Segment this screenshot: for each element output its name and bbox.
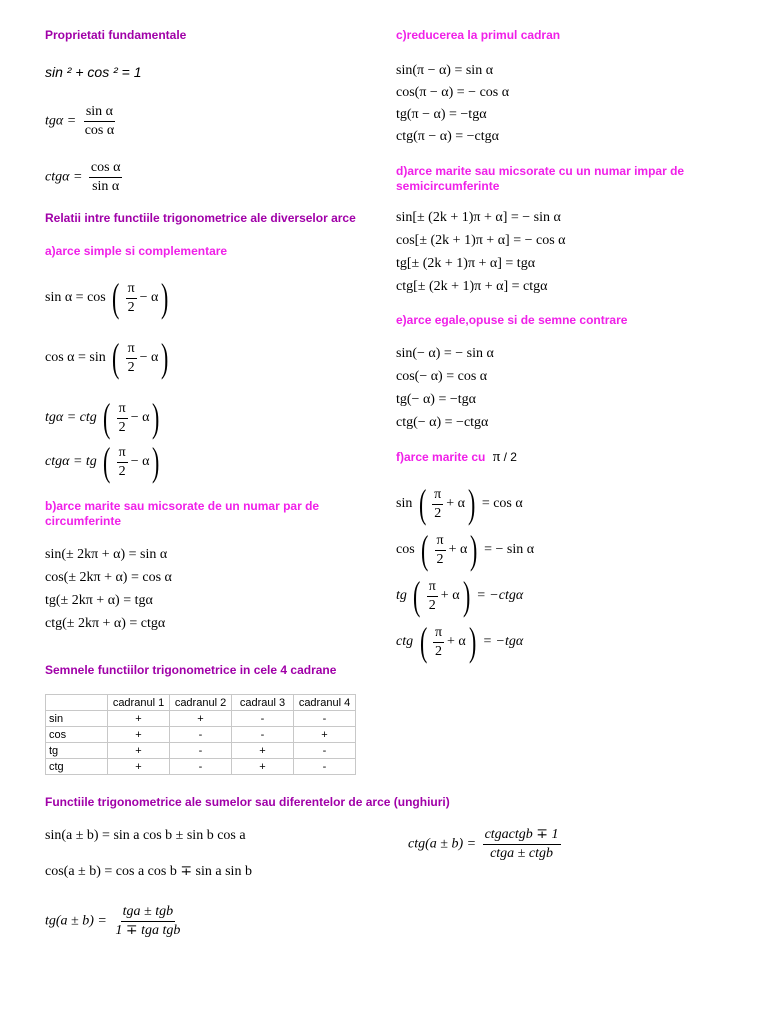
formula-c-tg: tg(π − α) = −tgα — [396, 107, 487, 122]
formula-b-tg: tg(± 2kπ + α) = tgα — [45, 593, 153, 608]
table-header-cell: cadranul 2 — [170, 695, 232, 711]
heading-sums: Functiile trigonometrice ale sumelor sau diferentelor de arce (unghiuri) — [45, 795, 450, 809]
table-cell: + — [170, 711, 232, 727]
table-cell: - — [170, 759, 232, 775]
table-cell: sin — [46, 711, 108, 727]
table-header-cell: cadranul 1 — [108, 695, 170, 711]
table-row — [46, 759, 356, 775]
formula-e-cos: cos(− α) = cos α — [396, 369, 488, 384]
formula-sum-sin: sin(a ± b) = sin a cos b ± sin b cos a — [45, 828, 246, 843]
formula-f-2: cos ( $\frac{\pi}{2}$ + α ) = − sin α — [396, 527, 535, 572]
table-cell: - — [170, 727, 232, 743]
formula-sum-ctg: ctg(a ± b) = $\frac{\text{ctgactgb ∓ 1}}{\text{ctga ± ctgb}}$ — [408, 827, 559, 861]
heading-fundamental: Proprietati fundamentale — [45, 28, 187, 42]
table-row — [46, 727, 356, 743]
table-header-row — [46, 695, 356, 711]
formula-c-ctg: ctg(π − α) = −ctgα — [396, 129, 499, 144]
formula-a-3: tgα = ctg ( $\frac{\pi}{2}$ − α ) — [45, 395, 160, 440]
formula-b-sin: sin(± 2kπ + α) = sin α — [45, 547, 168, 562]
heading-relations: Relatii intre functiile trigonometrice ale diverselor arce — [45, 211, 356, 225]
table-row — [46, 711, 356, 727]
formula-e-sin: sin(− α) = − sin α — [396, 346, 494, 361]
formula-sum-tg: tg(a ± b) = $\frac{\text{tga ± tgb}}{\text{1 ∓ tga tgb}}$ — [45, 904, 181, 938]
table-cell: - — [294, 759, 356, 775]
formula-tg-definition: tgα = $\frac{\text{sin α}}{\text{cos α}}$ — [45, 104, 115, 138]
formula-b-ctg: ctg(± 2kπ + α) = ctgα — [45, 616, 166, 631]
formula-c-sin: sin(π − α) = sin α — [396, 63, 494, 78]
formula-a-2: cos α = sin ( $\frac{\pi}{2}$ − α ) — [45, 335, 169, 380]
heading-section-d: d)arce marite sau micsorate cu un numar impar de semicircumferinte — [396, 164, 685, 193]
heading-section-c: c)reducerea la primul cadran — [396, 28, 561, 42]
table-cell: + — [108, 727, 170, 743]
formula-d-cos: cos[± (2k + 1)π + α] = − cos α — [396, 233, 566, 248]
heading-section-f — [396, 450, 517, 465]
formula-e-ctg: ctg(− α) = −ctgα — [396, 415, 489, 430]
table-cell: cos — [46, 727, 108, 743]
table-cell: - — [294, 743, 356, 759]
signs-table — [45, 694, 356, 775]
formula-d-sin: sin[± (2k + 1)π + α] = − sin α — [396, 210, 561, 225]
formula-f-3: tg ( $\frac{\pi}{2}$ + α ) = −ctgα — [396, 573, 524, 618]
formula-a-4: ctgα = tg ( $\frac{\pi}{2}$ − α ) — [45, 439, 160, 484]
formula-ctg-definition: ctgα = $\frac{\text{cos α}}{\text{sin α}}$ — [45, 160, 121, 194]
table-cell: - — [170, 743, 232, 759]
table-header-cell — [46, 695, 108, 711]
formula-e-tg: tg(− α) = −tgα — [396, 392, 476, 407]
heading-signs: Semnele functiilor trigonometrice in cele 4 cadrane — [45, 663, 337, 677]
table-header-cell: cadraul 3 — [232, 695, 294, 711]
table-cell: + — [108, 759, 170, 775]
table-cell: tg — [46, 743, 108, 759]
table-cell: ctg — [46, 759, 108, 775]
formula-d-tg: tg[± (2k + 1)π + α] = tgα — [396, 256, 536, 271]
formula-pythagorean-identity: sin ² + cos ² = 1 — [45, 64, 142, 80]
heading-section-e: e)arce egale,opuse si de semne contrare — [396, 313, 628, 327]
table-cell: + — [232, 743, 294, 759]
formula-d-ctg: ctg[± (2k + 1)π + α] = ctgα — [396, 279, 548, 294]
heading-section-a: a)arce simple si complementare — [45, 244, 228, 258]
heading-section-b: b)arce marite sau micsorate de un numar par de circumferinte — [45, 499, 320, 528]
pi-symbol: π — [492, 449, 501, 465]
table-cell: + — [232, 759, 294, 775]
table-cell: - — [232, 711, 294, 727]
table-cell: + — [294, 727, 356, 743]
formula-a-1: sin α = cos ( $\frac{\pi}{2}$ − α ) — [45, 275, 169, 320]
heading-f-suffix: / 2 — [503, 450, 517, 464]
heading-f-prefix: f)arce marite cu — [396, 450, 486, 464]
table-cell: + — [108, 711, 170, 727]
formula-c-cos: cos(π − α) = − cos α — [396, 85, 510, 100]
table-header-cell: cadranul 4 — [294, 695, 356, 711]
formula-f-1: sin ( $\frac{\pi}{2}$ + α ) = cos α — [396, 481, 523, 526]
table-row — [46, 743, 356, 759]
formula-b-cos: cos(± 2kπ + α) = cos α — [45, 570, 172, 585]
table-cell: + — [108, 743, 170, 759]
formula-sum-cos: cos(a ± b) = cos a cos b ∓ sin a sin b — [45, 864, 252, 879]
table-cell: - — [232, 727, 294, 743]
table-cell: - — [294, 711, 356, 727]
formula-f-4: ctg ( $\frac{\pi}{2}$ + α ) = −tgα — [396, 619, 524, 664]
